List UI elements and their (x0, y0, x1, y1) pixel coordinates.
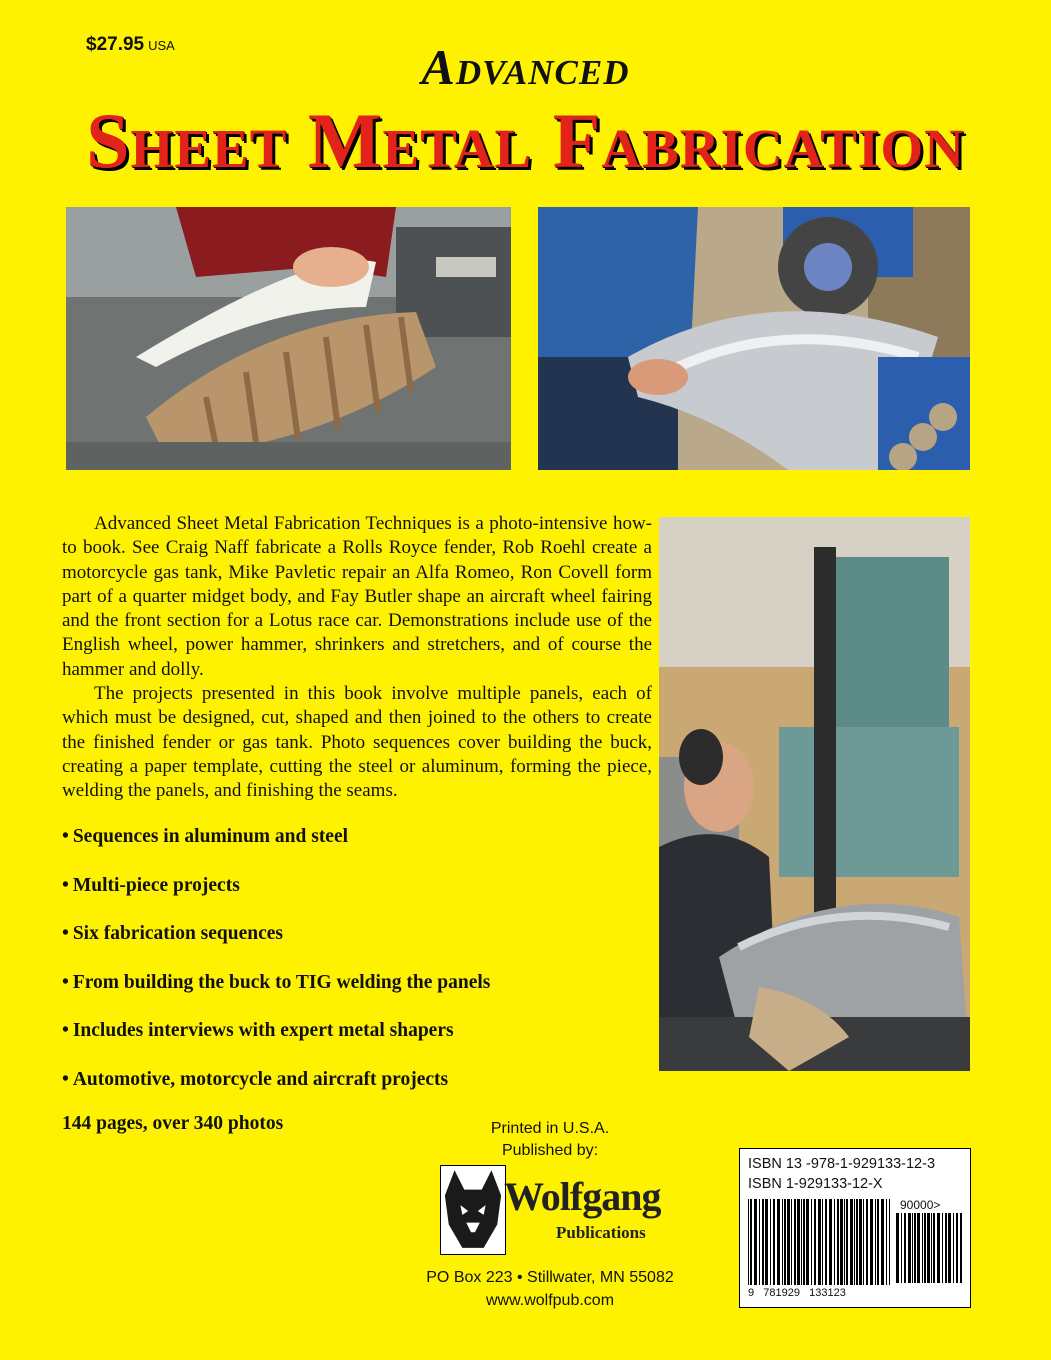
printed-info (470, 1118, 630, 1162)
price-amount: $27.95 (86, 34, 145, 55)
wolfgang-logo (440, 1165, 670, 1255)
description-paragraph-2: The projects presented in this book involve multiple panels, each of which must be designed, cut, shaped and then joined to the others to create the finished fender or gas tank. Photo sequences cover building the buck, creating a paper template, cutting the steel or aluminum, forming the piece, welding the panels, and finishing the seams. (62, 683, 652, 802)
logo-name: Wolfgang (504, 1174, 661, 1219)
title-main: Sheet Metal Fabrication (86, 97, 965, 184)
paper-template-on-buck-photo (66, 207, 511, 470)
title-advanced: Advanced (421, 39, 630, 95)
english-wheel-photo (538, 207, 970, 470)
published-by: Published by: (501, 1142, 599, 1159)
logo-sub: Publications (556, 1223, 646, 1242)
book-description (62, 512, 652, 804)
feature-item: • Includes interviews with expert metal shapers (62, 1020, 454, 1041)
address-line: PO Box 223 • Stillwater, MN 55082 (426, 1269, 674, 1286)
website: www.wolfpub.com (485, 1292, 615, 1309)
feature-item: • Sequences in aluminum and steel (62, 826, 349, 847)
description-paragraph-1: Advanced Sheet Metal Fabrication Techniques is a photo-intensive how-to book. See Craig Naff fabricate a Rolls Royce fender, Rob Roehl create a motorcycle gas tank, Mike Pavletic repair an Alfa Romeo, Ron Covell form part of a quarter midget body, and Fay Butler shape an aircraft wheel fairing and the front section for a Lotus race car. Demonstrations include use of the English wheel, power hammer, shrinkers and stretchers, and of course the hammer and dolly. (62, 513, 652, 680)
barcode-addon-number: 90000> (900, 1198, 941, 1212)
price-currency: USA (148, 38, 175, 53)
bandsaw-cutting-photo (659, 517, 970, 1071)
barcode-addon (896, 1213, 962, 1283)
barcode (748, 1199, 890, 1285)
feature-item: • Automotive, motorcycle and aircraft projects (62, 1068, 449, 1090)
isbn-barcode-box (739, 1148, 971, 1308)
barcode-digits: 9 781929 133123 (748, 1287, 846, 1299)
feature-item: • Multi-piece projects (62, 874, 240, 896)
printed-in: Printed in U.S.A. (490, 1120, 610, 1137)
isbn-13: ISBN 13 -978-1-929133-12-3 (748, 1156, 936, 1172)
feature-item: • From building the buck to TIG welding the panels (62, 971, 491, 993)
wolf-icon (440, 1165, 506, 1255)
isbn-10: ISBN 1-929133-12-X (748, 1176, 883, 1192)
feature-item: • Six fabrication sequences (62, 923, 283, 944)
publisher-address (380, 1266, 720, 1312)
page-count-note: 144 pages, over 340 photos (62, 1113, 284, 1134)
feature-list (62, 826, 642, 1117)
